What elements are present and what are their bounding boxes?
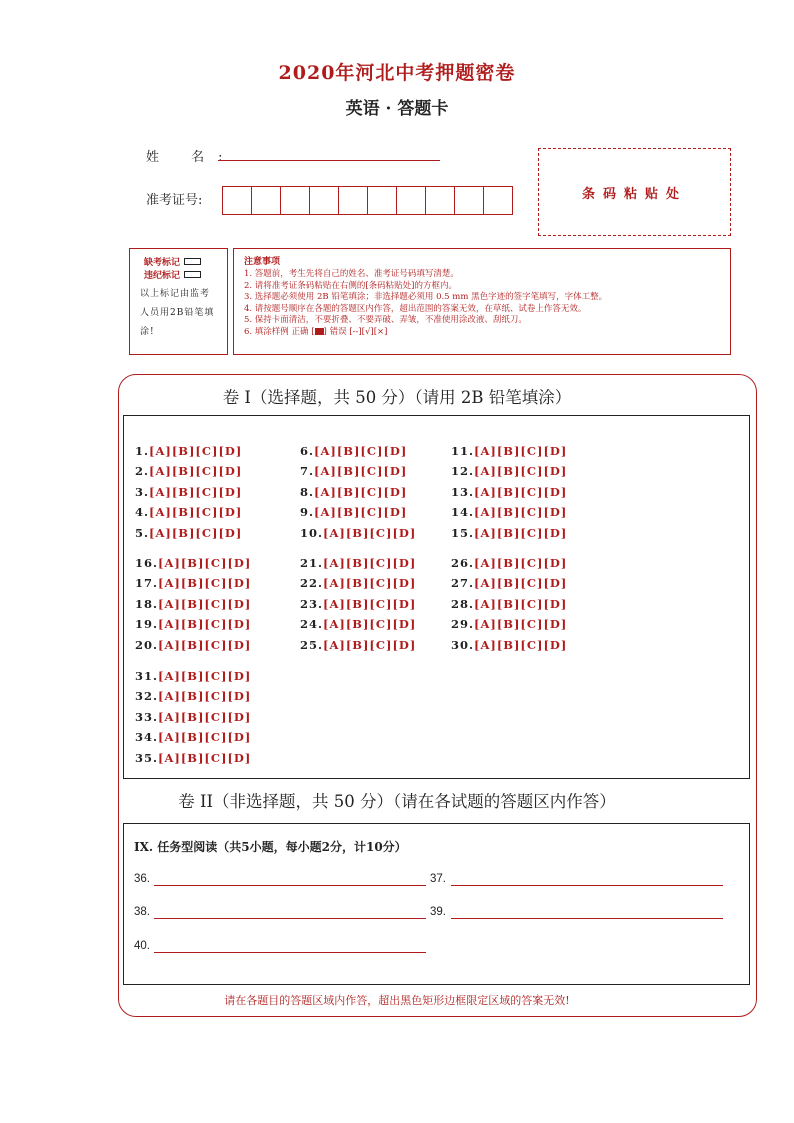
- choice-question: [135, 638, 251, 652]
- answer-options[interactable]: [A][B][C][D]: [158, 576, 252, 591]
- question-number: 33.: [135, 709, 159, 724]
- answer-options[interactable]: [A][B][C][D]: [323, 637, 417, 652]
- card-label: 答题卡: [397, 99, 449, 119]
- answer-options[interactable]: [A][B][C][D]: [474, 596, 568, 611]
- question-number: 12.: [451, 464, 475, 479]
- proctor-marks-box: [129, 248, 228, 355]
- question-number: 35.: [135, 750, 159, 765]
- choice-question: [300, 505, 407, 519]
- question-number: 32.: [135, 689, 159, 704]
- question-number: 29.: [451, 617, 475, 632]
- question-number: 4.: [135, 505, 150, 520]
- exam-id-boxes: [222, 186, 512, 215]
- answer-line-40[interactable]: [154, 952, 426, 953]
- choice-question: [451, 505, 567, 519]
- question-number: 14.: [451, 505, 475, 520]
- choice-question: [135, 617, 251, 631]
- exam-id-digit-box[interactable]: [280, 186, 310, 215]
- answer-options[interactable]: [A][B][C][D]: [158, 637, 252, 652]
- choice-question: [451, 485, 567, 499]
- question-number: 1.: [135, 444, 150, 458]
- question-number: 3.: [135, 484, 150, 499]
- answer-options[interactable]: [A][B][C][D]: [158, 556, 252, 570]
- choice-question: [135, 669, 251, 683]
- answer-label-37: 37.: [430, 873, 446, 885]
- page-subtitle: [0, 94, 794, 119]
- choice-question: [135, 556, 251, 570]
- answer-options[interactable]: [A][B][C][D]: [474, 525, 568, 540]
- answer-options[interactable]: [A][B][C][D]: [474, 444, 568, 458]
- answer-options[interactable]: [A][B][C][D]: [323, 576, 417, 591]
- question-number: 16.: [135, 556, 159, 570]
- answer-options[interactable]: [A][B][C][D]: [314, 464, 408, 479]
- answer-options[interactable]: [A][B][C][D]: [149, 464, 243, 479]
- answer-options[interactable]: [A][B][C][D]: [474, 617, 568, 632]
- answer-options[interactable]: [A][B][C][D]: [474, 637, 568, 652]
- question-number: 8.: [300, 484, 315, 499]
- answer-options[interactable]: [A][B][C][D]: [158, 689, 252, 704]
- choice-question: [135, 751, 251, 765]
- proctor-note: 以上标记由监考人员用2B铅笔填涂!: [140, 289, 215, 337]
- notice-item: 3. 选择题必须使用 2B 铅笔填涂；非选择题必须用 0.5 mm 黑色字迹的签字笔填写，字体工整。: [244, 292, 608, 302]
- answer-options[interactable]: [A][B][C][D]: [158, 730, 252, 745]
- absent-mark-checkbox[interactable]: [184, 258, 201, 265]
- absent-mark-label: 缺考标记: [144, 258, 181, 268]
- exam-id-digit-box[interactable]: [425, 186, 455, 215]
- question-number: 19.: [135, 617, 159, 632]
- answer-options[interactable]: [A][B][C][D]: [474, 556, 568, 570]
- choice-question: [451, 638, 567, 652]
- answer-options[interactable]: [A][B][C][D]: [323, 525, 417, 540]
- choice-question: [135, 710, 251, 724]
- sample-wrong: 错误 [--][√][×]: [329, 326, 388, 337]
- answer-options[interactable]: [A][B][C][D]: [323, 556, 417, 570]
- question-number: 21.: [300, 556, 324, 570]
- question-number: 13.: [451, 484, 475, 499]
- question-number: 10.: [300, 525, 324, 540]
- section1-heading: 卷 I（选择题，共 50 分）（请用 2B 铅笔填涂）: [222, 388, 572, 407]
- answer-options[interactable]: [A][B][C][D]: [314, 444, 408, 458]
- answer-options[interactable]: [A][B][C][D]: [323, 617, 417, 632]
- answer-options[interactable]: [A][B][C][D]: [158, 596, 252, 611]
- question-number: 25.: [300, 637, 324, 652]
- choice-question: [135, 505, 242, 519]
- question-number: 11.: [451, 444, 475, 458]
- choice-question: [451, 617, 567, 631]
- choice-question: [135, 464, 242, 478]
- choice-question: [451, 464, 567, 478]
- choice-question: [135, 576, 251, 590]
- answer-options[interactable]: [A][B][C][D]: [149, 484, 243, 499]
- choice-question: [451, 597, 567, 611]
- question-number: 15.: [451, 525, 475, 540]
- answer-options[interactable]: [A][B][C][D]: [314, 484, 408, 499]
- exam-id-label: 准考证号:: [146, 193, 203, 208]
- question-number: 5.: [135, 525, 150, 540]
- exam-id-digit-box[interactable]: [483, 186, 513, 215]
- choice-question: [135, 444, 242, 458]
- question-number: 20.: [135, 637, 159, 652]
- answer-options[interactable]: [A][B][C][D]: [474, 505, 568, 520]
- section2-heading: 卷 II（非选择题，共 50 分）（请在各试题的答题区内作答）: [178, 792, 616, 811]
- choice-question: [300, 638, 416, 652]
- barcode-area: [538, 148, 731, 236]
- question-number: 7.: [300, 464, 315, 479]
- answer-label-39: 39.: [430, 906, 446, 918]
- answer-options[interactable]: [A][B][C][D]: [158, 669, 252, 683]
- notice-title: 注意事项: [244, 257, 281, 267]
- question-number: 18.: [135, 596, 159, 611]
- exam-id-digit-box[interactable]: [309, 186, 339, 215]
- choice-question: [300, 464, 407, 478]
- footer-warning: 请在各题目的答题区域内作答，超出黑色矩形边框限定区域的答案无效!: [224, 994, 570, 1007]
- subject-label: 英语: [345, 99, 380, 119]
- choice-question: [300, 576, 416, 590]
- name-label: 姓 名:: [146, 150, 237, 165]
- answer-label-40: 40.: [134, 940, 150, 952]
- question-number: 22.: [300, 576, 324, 591]
- answer-options[interactable]: [A][B][C][D]: [314, 505, 408, 520]
- answer-options[interactable]: [A][B][C][D]: [474, 464, 568, 479]
- choice-question: [300, 597, 416, 611]
- question-number: 17.: [135, 576, 159, 591]
- choice-question: [300, 444, 407, 458]
- choice-question: [135, 485, 242, 499]
- choice-question: [451, 526, 567, 540]
- answer-line-38[interactable]: [154, 918, 426, 919]
- choice-question: [451, 556, 567, 570]
- notice-item-sample: 6. 填涂样例 正确 [ ] 错误 [--][√][×]: [244, 326, 388, 337]
- exam-id-digit-box[interactable]: [338, 186, 368, 215]
- answer-options[interactable]: [A][B][C][D]: [158, 750, 252, 765]
- answer-label-36: 36.: [134, 873, 150, 885]
- choice-question: [451, 444, 567, 458]
- exam-id-digit-box[interactable]: [222, 186, 252, 215]
- choice-question: [135, 730, 251, 744]
- notice-item: 1. 答题前，考生先将自己的姓名、准考证号码填写清楚。: [244, 269, 459, 279]
- question-number: 9.: [300, 505, 315, 520]
- exam-id-digit-box[interactable]: [367, 186, 397, 215]
- answer-label-38: 38.: [134, 906, 150, 918]
- answer-line-39[interactable]: [451, 918, 723, 919]
- choice-question: [300, 617, 416, 631]
- question-number: 2.: [135, 464, 150, 479]
- task-title: IX. 任务型阅读（共5小题，每小题2分，计10分）: [134, 840, 407, 854]
- name-field[interactable]: [218, 160, 440, 161]
- answer-options[interactable]: [A][B][C][D]: [158, 617, 252, 632]
- violation-mark-checkbox[interactable]: [184, 271, 201, 278]
- choice-question: [451, 576, 567, 590]
- page-title: 2020年河北中考押题密卷: [278, 62, 516, 84]
- answer-options[interactable]: [A][B][C][D]: [149, 525, 243, 540]
- absent-mark-row: [144, 255, 227, 268]
- answer-options[interactable]: [A][B][C][D]: [474, 484, 568, 499]
- notice-item: 5. 保持卡面清洁，不要折叠、不要弄破、弄皱，不准使用涂改液、刮纸刀。: [244, 315, 527, 325]
- notice-item: 4. 请按题号顺序在各题的答题区内作答，超出范围的答案无效，在草纸、试卷上作答无效。: [244, 303, 587, 314]
- answer-options[interactable]: [A][B][C][D]: [323, 596, 417, 611]
- exam-id-digit-box[interactable]: [396, 186, 426, 215]
- exam-id-digit-box[interactable]: [454, 186, 484, 215]
- notice-item: 2. 请将准考证条码粘贴在右侧的[条码粘贴处]的方框内。: [244, 280, 457, 291]
- question-number: 23.: [300, 596, 324, 611]
- subtitle-separator: ·: [385, 99, 392, 119]
- correct-fill-sample: [315, 328, 324, 335]
- answer-options[interactable]: [A][B][C][D]: [158, 709, 252, 724]
- question-number: 27.: [451, 576, 475, 591]
- choice-question: [300, 485, 407, 499]
- choice-question: [300, 556, 416, 570]
- answer-options[interactable]: [A][B][C][D]: [149, 505, 243, 520]
- exam-id-digit-box[interactable]: [251, 186, 281, 215]
- sample-prefix: 6. 填涂样例 正确: [244, 326, 309, 337]
- answer-options[interactable]: [A][B][C][D]: [474, 576, 568, 591]
- answer-line-37[interactable]: [451, 885, 723, 886]
- question-number: 34.: [135, 730, 159, 745]
- question-number: 28.: [451, 596, 475, 611]
- choice-question: [300, 526, 416, 540]
- choice-question: [135, 526, 242, 540]
- question-number: 6.: [300, 444, 315, 458]
- violation-mark-label: 违纪标记: [144, 271, 181, 281]
- question-number: 26.: [451, 556, 475, 570]
- barcode-label: 条码粘贴处: [581, 186, 687, 202]
- violation-mark-row: [144, 268, 227, 281]
- question-number: 24.: [300, 617, 324, 632]
- question-number: 30.: [451, 637, 475, 652]
- answer-options[interactable]: [A][B][C][D]: [149, 444, 243, 458]
- notice-box: [233, 248, 731, 355]
- question-number: 31.: [135, 669, 159, 683]
- choice-question: [135, 597, 251, 611]
- answer-line-36[interactable]: [154, 885, 426, 886]
- choice-question: [135, 689, 251, 703]
